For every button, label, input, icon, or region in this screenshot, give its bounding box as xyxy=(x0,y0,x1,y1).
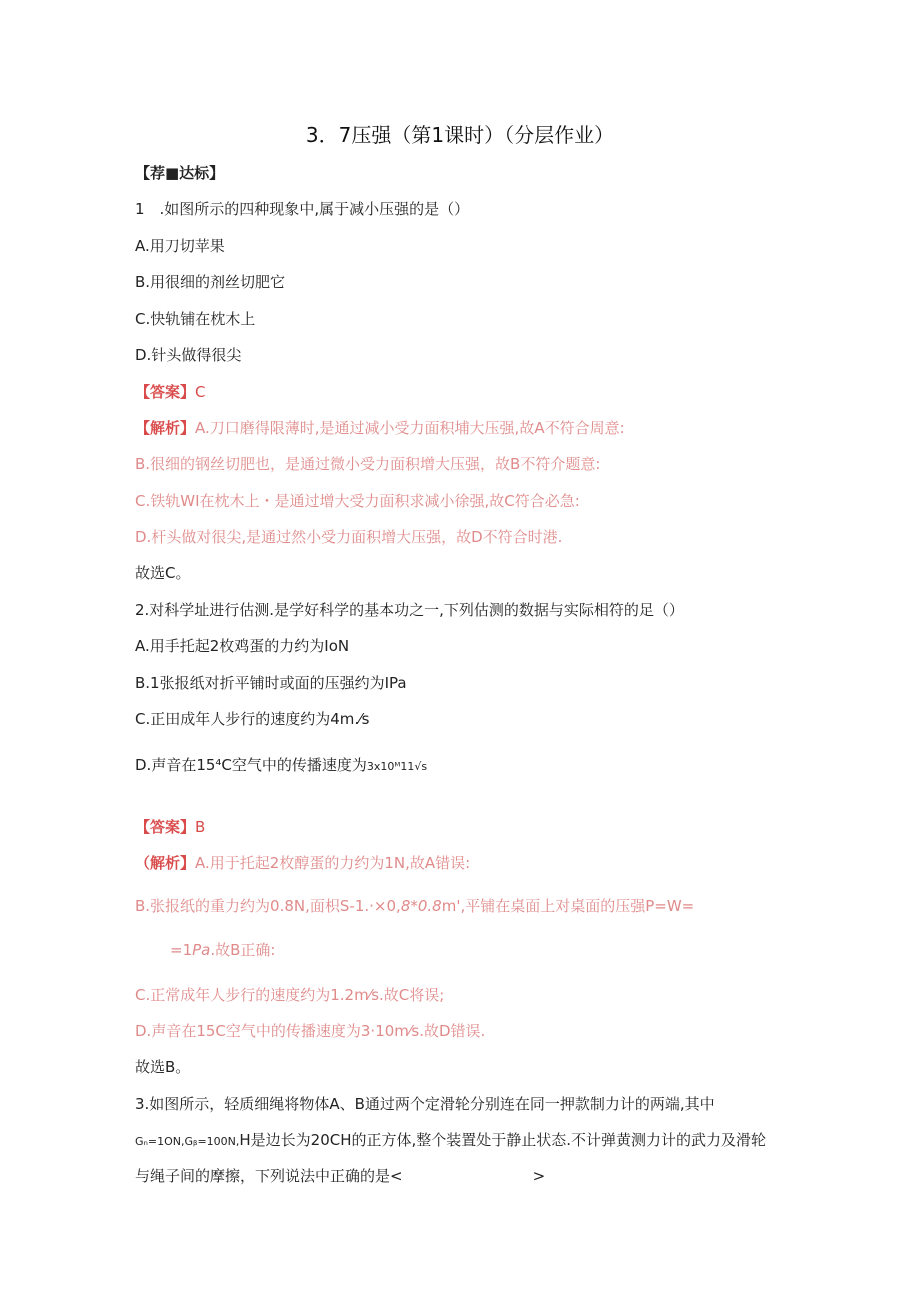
q3-line-3-text: 与绳子间的摩擦，下列说法中正确的是< xyxy=(135,1167,403,1185)
q1-option-d: D.针头做得很尖 xyxy=(135,346,242,364)
q2-analysis-b2-pre: =1 xyxy=(170,941,193,959)
q2-analysis-d: D.声音在15C空气中的传播速度为3·10m⁄s.故D错误. xyxy=(135,1022,486,1040)
q3-line-2-text: H是边长为20CH的正方体,整个装置处于静止状态.不计弹黄测力计的武力及滑轮 xyxy=(239,1131,767,1149)
q1-analysis-a xyxy=(135,418,625,438)
q2-analysis-b-italic: 8*0.8 xyxy=(400,897,442,915)
q2-analysis-label: （解析】 xyxy=(135,854,196,872)
q1-analysis-d: D.杆头做对很尖,是通过然小受力面积增大压强，故D不符合时港. xyxy=(135,528,563,546)
q2-analysis-c: C.正常成年人步行的速度约为1.2m⁄s.故C将误; xyxy=(135,986,445,1004)
q1-answer-value: C xyxy=(195,383,206,401)
section-heading: 【荐■达标】 xyxy=(135,164,225,182)
q1-stem: 1 .如图所示的四种现象中,属于减小压强的是（） xyxy=(135,200,470,218)
q1-answer-label: 【答案】 xyxy=(135,383,196,401)
q2-stem: 2.对科学址进行估测.是学好科学的基本功之一,下列估测的数据与实际相符的足（） xyxy=(135,601,684,619)
q1-analysis-b: B.很细的钢丝切肥也，是通过微小受力面积增大压强，故B不符介题意: xyxy=(135,455,601,473)
q2-analysis-b-pre: B.张报纸的重力约为0.8N,面枳S-1.·×0, xyxy=(135,897,401,915)
q1-analysis-a-text: A.刀口磨得限薄时,是通过减小受力面积埔大压强,故A不符合周意: xyxy=(195,419,625,437)
page-title: 3．7压强（第1课时）（分层作业） xyxy=(305,123,615,147)
q2-option-a: A.用手托起2枚鸡蛋的力约为IoN xyxy=(135,637,350,655)
q2-answer-value: B xyxy=(195,818,206,836)
q2-answer-label: 【答案】 xyxy=(135,818,196,836)
q2-option-d-value: 3x10ᴹ11√s xyxy=(366,760,428,773)
q2-option-d xyxy=(135,755,427,777)
q2-analysis-a-text: A.用于托起2枚醇蛋的力约为1N,故A错误: xyxy=(195,854,471,872)
q3-line-3-close: > xyxy=(532,1167,546,1185)
q2-option-b: B.1张报纸对折平铺时或面的压强约为IPa xyxy=(135,674,407,692)
q1-answer xyxy=(135,382,206,402)
q2-analysis-a xyxy=(135,853,470,873)
q2-analysis-b2 xyxy=(170,940,276,960)
q3-line-1: 3.如图所示，轻质细绳将物体A、B通过两个定滑轮分别连在同一押款制力计的两端,其中 xyxy=(135,1095,715,1113)
q3-line-3 xyxy=(135,1166,545,1186)
q1-conclusion: 故选C。 xyxy=(135,564,191,582)
q2-analysis-b xyxy=(135,896,694,916)
q2-analysis-b-post: m',平铺在桌面上对桌面的压强P=W= xyxy=(441,897,695,915)
q1-option-c: C.快轨铺在枕木上 xyxy=(135,310,256,328)
q1-option-b: B.用很细的剂丝切肥它 xyxy=(135,273,286,291)
q3-line-2 xyxy=(135,1130,766,1152)
q2-analysis-b2-post: .故B正确: xyxy=(210,941,276,959)
q3-line-2-values: Gₙ=1ON,Gᵦ=100N, xyxy=(135,1135,240,1148)
q2-analysis-b2-italic: Pa xyxy=(192,941,211,959)
q2-answer xyxy=(135,817,205,837)
q2-option-d-text: D.声音在15⁴C空气中的传播速度为 xyxy=(135,756,367,774)
q1-analysis-c: C.铁轨WI在枕木上・是通过增大受力面积求减小徐强,故C符合必急: xyxy=(135,492,580,510)
q2-conclusion: 故选B。 xyxy=(135,1058,191,1076)
q1-analysis-label: 【解析】 xyxy=(135,419,196,437)
q2-option-c: C.正田成年人步行的速度约为4m.⁄s xyxy=(135,710,370,728)
q1-option-a: A.用刀切苹果 xyxy=(135,237,225,255)
